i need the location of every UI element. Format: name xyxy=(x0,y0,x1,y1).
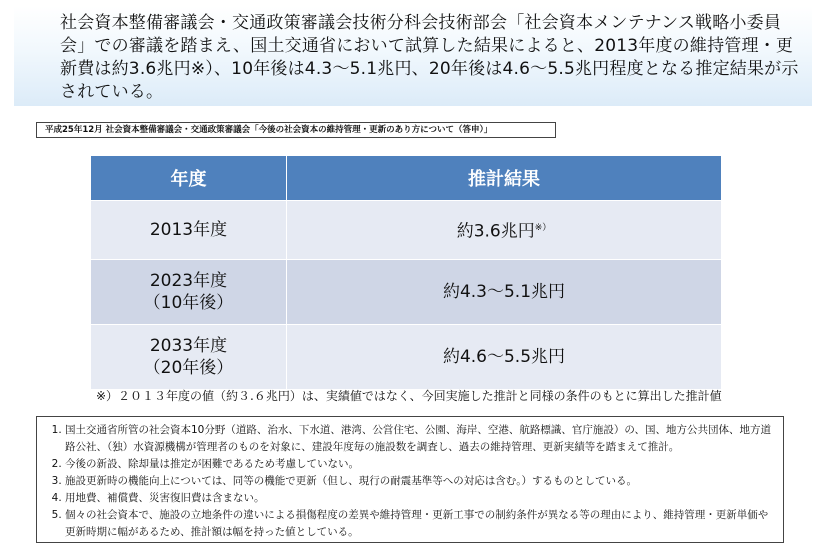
estimate-table xyxy=(90,155,722,390)
year-sublabel: （10年後） xyxy=(143,293,234,313)
intro-text: 社会資本整備審議会・交通政策審議会技術分科会技術部会「社会資本メンテナンス戦略小委員会」での審議を踏まえ、国土交通省において試算した結果によると、2013年度の維持管理・更新費は約3.6兆円※）、10年後は4.3～5.1兆円、20年後は4.6～5.5兆円程度となる推定結果が示されている。 xyxy=(60,13,799,102)
intro-panel xyxy=(14,6,812,106)
year-label: 2033年度 xyxy=(149,336,228,356)
table-footnote: ※）２０１３年度の値（約３.６兆円）は、実績値ではなく、今回実施した推計と同様の条件のもとに算出した推計値 xyxy=(96,389,722,403)
table-header-row xyxy=(91,156,722,201)
notes-list xyxy=(47,422,775,541)
year-label: 2013年度 xyxy=(149,220,228,240)
result-value: 約3.6兆円 xyxy=(456,221,535,242)
result-value: 約4.6～5.5兆円 xyxy=(442,347,566,367)
result-value: 約4.3～5.1兆円 xyxy=(442,282,566,302)
table-row xyxy=(91,325,722,390)
table-row xyxy=(91,201,722,260)
header-result: 推計結果 xyxy=(287,156,722,201)
note-item: 3. 施設更新時の機能向上については、同等の機能で更新（但し、現行の耐震基準等への対応は含む。）するものとしている。 xyxy=(65,473,775,490)
note-item: 4. 用地費、補償費、災害復旧費は含まない。 xyxy=(65,490,775,507)
result-cell xyxy=(287,201,722,260)
footnote-mark: ※） xyxy=(534,223,552,234)
source-citation: 平成25年12月 社会資本整備審議会・交通政策審議会「今後の社会資本の維持管理・更新のあり方について（答申）」 xyxy=(36,122,556,138)
notes-box xyxy=(36,416,784,543)
year-label: 2023年度 xyxy=(149,271,228,291)
year-cell xyxy=(91,201,287,260)
year-cell xyxy=(91,325,287,390)
result-cell xyxy=(287,260,722,325)
note-item: 5. 個々の社会資本で、施設の立地条件の違いによる損傷程度の差異や維持管理・更新工事での制約条件が異なる等の理由により、維持管理・更新単価や更新時期に幅があるため、推計額は幅を持った値としている。 xyxy=(65,507,775,541)
header-year: 年度 xyxy=(91,156,287,201)
year-cell xyxy=(91,260,287,325)
table-row xyxy=(91,260,722,325)
result-cell xyxy=(287,325,722,390)
year-sublabel: （20年後） xyxy=(143,358,234,378)
note-item: 2. 今後の新設、除却量は推定が困難であるため考慮していない。 xyxy=(65,456,775,473)
note-item: 1. 国土交通省所管の社会資本10分野（道路、治水、下水道、港湾、公営住宅、公園、海岸、空港、航路標識、官庁施設）の、国、地方公共団体、地方道路公社、（独）水資源機構が管理者のものを対象に、建設年度毎の施設数を調査し、過去の維持管理、更新実績等を踏まえて推計。 xyxy=(65,422,775,456)
